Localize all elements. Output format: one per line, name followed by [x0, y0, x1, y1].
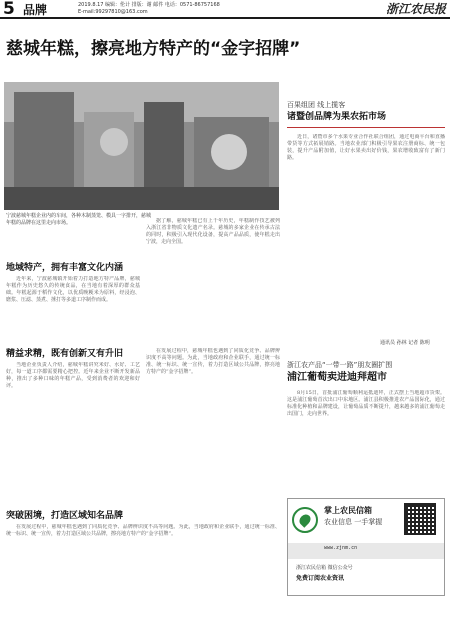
body-column-1: 近年来，宁波慈城镇开始着力打造地方特产品牌，慈城年糕作为历史悠久的传统食品，在当地有着深厚的群众基础。年糕起源于稻作文化，以优质晚粳米为原料，经浸泡、磨浆、压滤、蒸煮、捶打等多道工序制作而成。 [6, 276, 140, 303]
body-column-4: 在发展过程中，慈城年糕也遇到了同质化竞争、品牌辨识度不高等问题。为此，当地政府和企业联手，通过统一标准、统一标识、统一宣传，着力打造区域公共品牌，擦亮地方特产的“金字招牌”。 [146, 348, 280, 375]
sidebar-story [287, 82, 445, 344]
ad-title: 掌上农民信箱 [324, 506, 372, 515]
section-label: 品牌 [23, 3, 48, 17]
story2-title: 浦江葡萄卖进迪拜超市 [287, 372, 387, 383]
photo-caption: 宁波慈城年糕企业内的车间，各种木制蒸笼、模具一字排开，慈城年糕的品牌在这里走向市场。 [6, 213, 152, 226]
ad-footer-title: 免费订阅农业资讯 [296, 575, 345, 582]
subhead-1: 地域特产，拥有丰富文化内涵 [6, 263, 124, 273]
sidebar-kicker: 百果组团 线上揽客 [287, 101, 346, 109]
ad-band [288, 543, 444, 559]
newspaper-logo: 浙江农民报 [385, 2, 446, 16]
subhead-2: 精益求精，既有创新又有升旧 [6, 349, 124, 359]
body-column-3: 当地企业负责人介绍，慈城年糕讲究米好、水好、工艺好，每一道工序都需要精心把控。近年来企业不断开发新品种，推出了多种口味的年糕产品，受到消费者的欢迎和好评。 [6, 362, 140, 389]
ad-subtitle: 农业信息 一手掌握 [324, 518, 383, 526]
sidebar-body: 近日，诸暨市多个水果专业合作社联合组团，通过电商平台和直播带货等方式拓展销路。当地农业部门积极引导果农注册商标、统一包装，提升产品附加值，让好水果卖出好价钱，果农增收致富有了新门路。 [287, 134, 445, 161]
body-column-2: 据了解，慈城年糕已有上千年历史，年糕制作技艺被列入浙江省非物质文化遗产名录。慈城的多家企业在传承古法的同时，积极引入现代化设备，提高产品品质，使年糕走出宁波，走向全国。 [146, 218, 280, 245]
page-headline: 慈城年糕，擦亮地方特产的“金字招牌” [6, 39, 301, 59]
sidebar-rule [287, 127, 445, 128]
story2-body: 8月15日，首批浦江葡萄顺利运抵迪拜，正式摆上当地超市货架。这是浦江葡萄首次出口中东地区。浦江县积极推进农产品国际化，通过标准化种植和品牌建设，让葡萄品质不断提升，越来越多的浦江葡萄走出国门，走向世界。 [287, 390, 445, 417]
story2-kicker: 浙江农产品“一带一路”朋友圈扩围 [287, 361, 393, 369]
ad-url-link[interactable]: www.zjnm.cn [324, 545, 358, 551]
qr-code-icon[interactable] [404, 503, 436, 535]
body-column-5: 在发展过程中，慈城年糕也遇到了同质化竞争、品牌辨识度不高等问题。为此，当地政府和企业联手，通过统一标准、统一标识、统一宣传，着力打造区域公共品牌，擦亮地方特产的“金字招牌”。 [6, 524, 280, 537]
email-line: E-mail:99297810@163.com [78, 9, 148, 15]
ad-footer: 浙江农民信箱 微信公众号 [296, 565, 353, 571]
sidebar-author: 通讯员 孙林 记者 陈明 [380, 340, 430, 346]
page-number: 5 [3, 0, 15, 19]
date-line: 2019.8.17 编辑：伦计 排版：谢 邮件 电话：0571-86757168 [78, 2, 220, 8]
advert-box[interactable] [287, 498, 445, 596]
subhead-3: 突破困境，打造区域知名品牌 [6, 511, 124, 521]
factory-photo [4, 82, 279, 210]
sidebar-title: 诸暨创品牌为果农拓市场 [287, 112, 387, 122]
leaf-icon [292, 507, 318, 533]
masthead [0, 0, 450, 19]
